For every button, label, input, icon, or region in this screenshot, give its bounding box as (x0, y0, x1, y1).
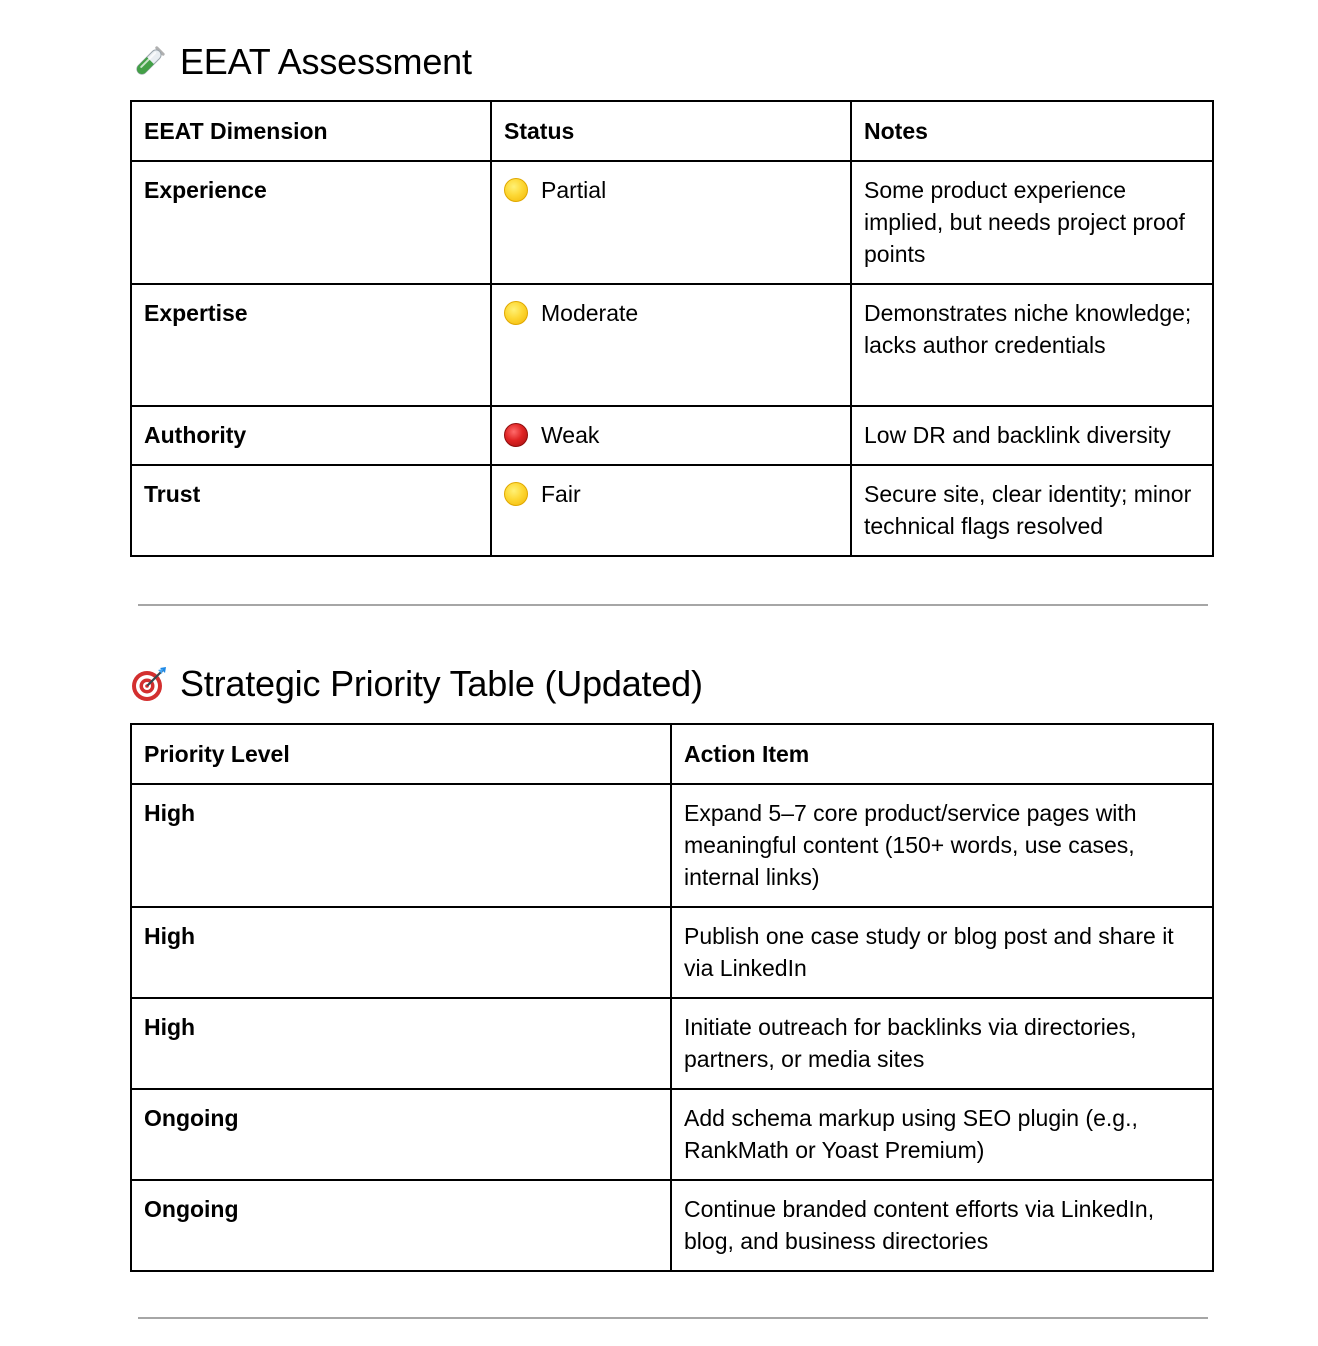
action-item-cell: Expand 5–7 core product/service pages with meaningful content (150+ words, use cases, internal links) (671, 784, 1213, 907)
eeat-assessment-table (130, 100, 1214, 557)
table-row (131, 1089, 1213, 1180)
column-header-priority-level: Priority Level (131, 724, 671, 784)
table-row (131, 998, 1213, 1089)
action-item-cell: Publish one case study or blog post and share it via LinkedIn (671, 907, 1213, 998)
status-cell (491, 406, 851, 465)
notes-cell: Low DR and backlink diversity (851, 406, 1213, 465)
dimension-cell: Expertise (131, 284, 491, 406)
horizontal-divider (138, 1317, 1208, 1319)
priority-level-cell: High (131, 907, 671, 998)
table-row (131, 784, 1213, 907)
table-row (131, 406, 1213, 465)
table-row (131, 1180, 1213, 1271)
direct-hit-target-icon (130, 665, 168, 703)
priority-level-cell: Ongoing (131, 1089, 671, 1180)
action-item-cell: Add schema markup using SEO plugin (e.g., RankMath or Yoast Premium) (671, 1089, 1213, 1180)
dimension-cell: Trust (131, 465, 491, 556)
priority-section-heading (130, 662, 703, 706)
status-label: Fair (541, 481, 581, 507)
column-header-dimension: EEAT Dimension (131, 101, 491, 161)
notes-cell: Secure site, clear identity; minor technical flags resolved (851, 465, 1213, 556)
column-header-action-item: Action Item (671, 724, 1213, 784)
dimension-cell: Experience (131, 161, 491, 284)
status-cell (491, 284, 851, 406)
priority-level-cell: Ongoing (131, 1180, 671, 1271)
action-item-cell: Continue branded content efforts via LinkedIn, blog, and business directories (671, 1180, 1213, 1271)
table-header-row (131, 101, 1213, 161)
dimension-cell: Authority (131, 406, 491, 465)
priority-level-cell: High (131, 784, 671, 907)
status-label: Partial (541, 177, 607, 203)
notes-cell: Demonstrates niche knowledge; lacks author credentials (851, 284, 1213, 406)
table-row (131, 465, 1213, 556)
eeat-section-heading (130, 40, 472, 84)
status-cell (491, 161, 851, 284)
horizontal-divider (138, 604, 1208, 606)
status-cell (491, 465, 851, 556)
yellow-circle-icon (504, 178, 528, 202)
eeat-section-title: EEAT Assessment (180, 41, 472, 82)
status-label: Weak (541, 422, 600, 448)
status-label: Moderate (541, 300, 639, 326)
table-row (131, 907, 1213, 998)
action-item-cell: Initiate outreach for backlinks via directories, partners, or media sites (671, 998, 1213, 1089)
priority-level-cell: High (131, 998, 671, 1089)
table-row (131, 284, 1213, 406)
column-header-notes: Notes (851, 101, 1213, 161)
table-header-row (131, 724, 1213, 784)
column-header-status: Status (491, 101, 851, 161)
notes-cell: Some product experience implied, but needs project proof points (851, 161, 1213, 284)
red-circle-icon (504, 423, 528, 447)
test-tube-icon (130, 43, 168, 81)
priority-section-title: Strategic Priority Table (Updated) (180, 663, 703, 704)
yellow-circle-icon (504, 482, 528, 506)
table-row (131, 161, 1213, 284)
yellow-circle-icon (504, 301, 528, 325)
strategic-priority-table (130, 723, 1214, 1272)
